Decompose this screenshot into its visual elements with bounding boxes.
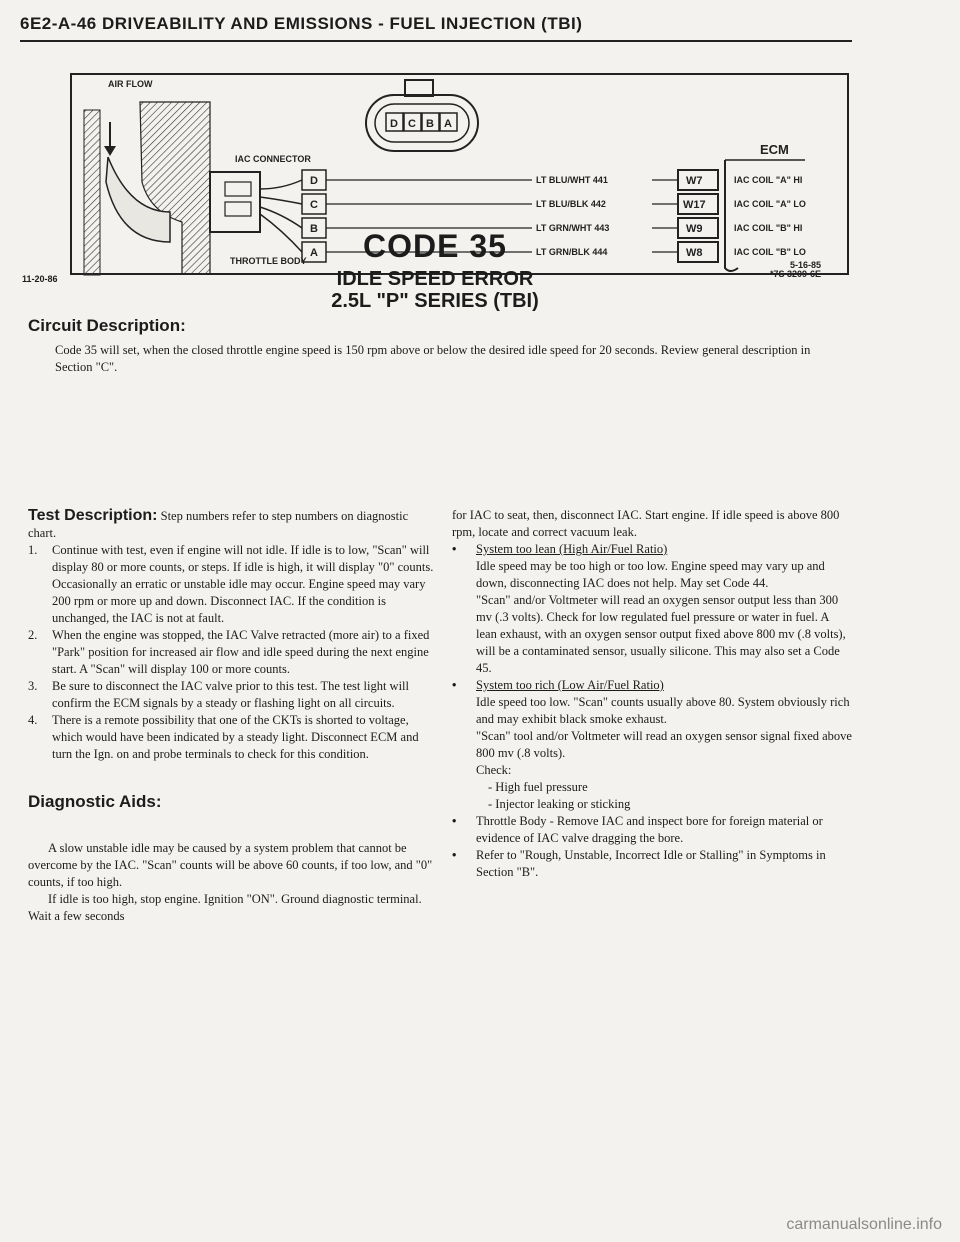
bullet-refer bbox=[452, 847, 852, 881]
ecm-pin-w7: W7 bbox=[686, 175, 703, 187]
left-column bbox=[28, 507, 438, 925]
header-rule bbox=[20, 40, 852, 42]
connector-pin-a: A bbox=[444, 118, 452, 130]
step-text: When the engine was stopped, the IAC Valve retracted (more air) to a fixed "Park" position for increased air flow and idle speed during the next engine start. A "Scan" will display 100 or more counts. bbox=[52, 628, 430, 676]
connector-pin-b: B bbox=[426, 118, 434, 130]
test-description-intro-text: Step numbers refer to step numbers on diagnostic chart. bbox=[28, 509, 409, 540]
terminal-b: B bbox=[310, 223, 318, 235]
connector-pins bbox=[386, 113, 457, 131]
bullet-text: Idle speed may be too high or too low. Engine speed may vary up and down, disconnecting IAC does not help. May set Code 44. bbox=[476, 559, 825, 590]
test-step-4 bbox=[28, 712, 438, 763]
code-subtitle: IDLE SPEED ERROR bbox=[336, 268, 534, 290]
connector-pin-c: C bbox=[408, 118, 416, 130]
wire-label-442: LT BLU/BLK 442 bbox=[536, 199, 606, 209]
iac-connector-label: IAC CONNECTOR bbox=[235, 154, 311, 164]
diagram-date-left-outside: 11-20-86 bbox=[22, 274, 58, 284]
step-text: Continue with test, even if engine will not idle. If idle is to low, "Scan" will display 80 or more counts, or steps. If idle is high, it will display "0" counts. Occasionally an erratic or unstable idle may occur. Engine speed may vary 200 rpm or more up and down. Disconnect IAC. If the condition is unchanged, the IAC is not at fault. bbox=[52, 543, 434, 625]
bullet-dot: • bbox=[452, 678, 457, 692]
bullet-title: System too lean (High Air/Fuel Ratio) bbox=[476, 542, 668, 556]
throttle-body-label: THROTTLE BODY bbox=[230, 256, 307, 266]
check-item: - High fuel pressure bbox=[488, 780, 588, 794]
step-number: 1. bbox=[28, 543, 38, 557]
step-number: 2. bbox=[28, 628, 38, 642]
diagnostic-aids-para2: If idle is too high, stop engine. Ignition "ON". Ground diagnostic terminal. Wait a few seconds bbox=[28, 892, 422, 923]
ecm-pin-w9: W9 bbox=[686, 223, 703, 235]
ecm-func-b-lo: IAC COIL "B" LO bbox=[734, 247, 806, 257]
ecm-pin-w17: W17 bbox=[683, 199, 706, 211]
bullet-text: Refer to "Rough, Unstable, Incorrect Idle or Stalling" in Symptoms in Section "B". bbox=[476, 848, 826, 879]
test-description-intro bbox=[28, 507, 438, 542]
terminal-a: A bbox=[310, 247, 318, 259]
air-flow-label: AIR FLOW bbox=[108, 79, 153, 89]
connector-tab bbox=[405, 80, 433, 96]
bullet-text-2: "Scan" tool and/or Voltmeter will read an oxygen sensor signal fixed above 800 mv (.8 volts). bbox=[476, 729, 852, 760]
ecm-func-a-lo: IAC COIL "A" LO bbox=[734, 199, 806, 209]
ecm-label: ECM bbox=[760, 142, 789, 157]
check-item: - Injector leaking or sticking bbox=[488, 797, 631, 811]
bullet-throttle-body bbox=[452, 813, 852, 847]
wire-label-443: LT GRN/WHT 443 bbox=[536, 223, 610, 233]
terminal-d: D bbox=[310, 175, 318, 187]
bullet-dot: • bbox=[452, 848, 457, 862]
bullet-text-2: "Scan" and/or Voltmeter will read an oxygen sensor output less than 300 mv (.3 volts). Check for low regulated fuel pressure or water in fuel. A lean exhaust, with an oxygen sensor output fixed above 800 mv (.8 volts), will be a contaminated sensor, usually silicone. This may also set a Code 45. bbox=[476, 593, 846, 675]
connector-pin-d: D bbox=[390, 118, 398, 130]
right-column bbox=[452, 507, 852, 881]
diagram-date-right: 5-16-85 bbox=[790, 260, 822, 270]
terminal-c: C bbox=[310, 199, 318, 211]
test-step-2 bbox=[28, 627, 438, 678]
watermark: carmanualsonline.info bbox=[786, 1216, 942, 1233]
bullet-text: Throttle Body - Remove IAC and inspect bore for foreign material or evidence of IAC valve dragging the bore. bbox=[476, 814, 823, 845]
air-flow-arrowhead bbox=[104, 146, 116, 156]
bullet-system-rich bbox=[452, 677, 852, 779]
step-text: Be sure to disconnect the IAC valve prior to this test. The test light will confirm the ECM signals by a steady or flashing light on all circuits. bbox=[52, 679, 410, 710]
step-number: 4. bbox=[28, 713, 38, 727]
wire-label-444: LT GRN/BLK 444 bbox=[536, 247, 608, 257]
circuit-description-heading: Circuit Description: bbox=[28, 316, 186, 335]
code-application: 2.5L "P" SERIES (TBI) bbox=[331, 290, 539, 312]
bullet-text: Idle speed too low. "Scan" counts usually above 80. System obviously rich and may exhibit black smoke exhaust. bbox=[476, 695, 850, 726]
bullet-dot: • bbox=[452, 814, 457, 828]
step-text: There is a remote possibility that one of the CKTs is shorted to voltage, which would have been indicated by a steady light. Disconnect ECM and turn the Ign. on and probe terminals to check for this condition. bbox=[52, 713, 419, 761]
test-step-1 bbox=[28, 542, 438, 627]
circuit-description-text: Code 35 will set, when the closed throttle engine speed is 150 rpm above or below the desired idle speed for 20 seconds. Review general description in Section "C". bbox=[55, 343, 811, 374]
diagnostic-aids-continued: for IAC to seat, then, disconnect IAC. Start engine. If idle speed is above 800 rpm, locate and correct vacuum leak. bbox=[452, 508, 840, 539]
test-step-3 bbox=[28, 678, 438, 712]
ecm-func-b-hi: IAC COIL "B" HI bbox=[734, 223, 803, 233]
diagnostic-aids-para1: A slow unstable idle may be caused by a system problem that cannot be overcome by the IAC. "Scan" counts will be above 60 counts, if too low, and "0" counts, if too high. bbox=[28, 841, 433, 889]
step-number: 3. bbox=[28, 679, 38, 693]
test-description-heading: Test Description: bbox=[28, 507, 158, 524]
code-title: CODE 35 bbox=[363, 228, 507, 264]
wire-label-441: LT BLU/WHT 441 bbox=[536, 175, 608, 185]
running-header: 6E2-A-46 DRIVEABILITY AND EMISSIONS - FUEL INJECTION (TBI) bbox=[20, 14, 583, 33]
bullet-dot: • bbox=[452, 542, 457, 556]
check-label: Check: bbox=[476, 763, 512, 777]
bullet-system-lean bbox=[452, 541, 852, 677]
ecm-func-a-hi: IAC COIL "A" HI bbox=[734, 175, 803, 185]
ecm-pin-w8: W8 bbox=[686, 247, 703, 259]
diagnostic-aids-heading: Diagnostic Aids: bbox=[28, 792, 162, 811]
diagram-ref-right: *7S 3209-6E bbox=[770, 269, 822, 278]
bullet-title: System too rich (Low Air/Fuel Ratio) bbox=[476, 678, 664, 692]
